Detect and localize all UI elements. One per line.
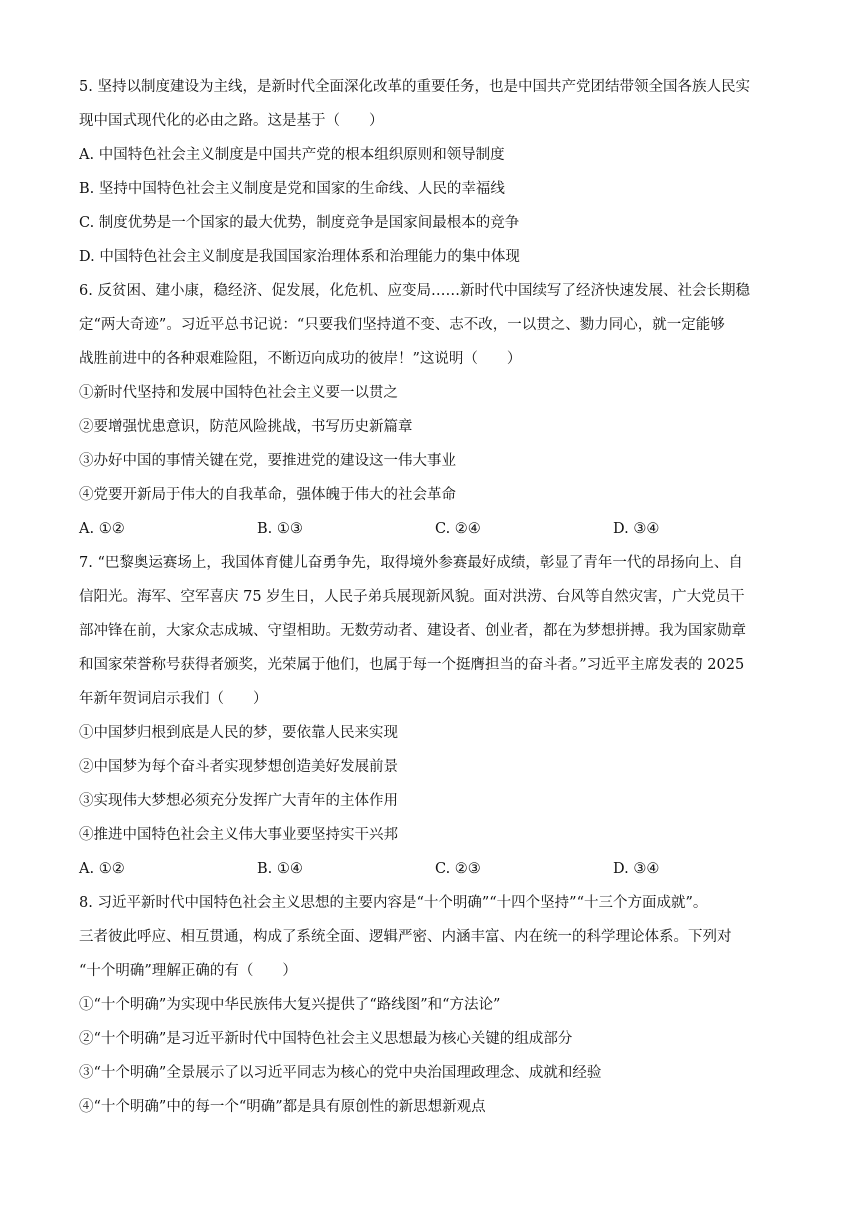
question-stem-line: 7. “巴黎奥运赛场上，我国体育健儿奋勇争先，取得境外参赛最好成绩，彰显了青年一代的昂扬向上、自	[79, 555, 743, 571]
statement-3: ③办好中国的事情关键在党，要推进党的建设这一伟大事业	[79, 453, 456, 469]
statement-1: ①新时代坚持和发展中国特色社会主义要一以贯之	[79, 385, 398, 401]
question-stem-line: 6. 反贫困、建小康，稳经济、促发展，化危机、应变局……新时代中国续写了经济快速发展、社会长期稳	[79, 283, 750, 299]
choice-c: C. ②④	[435, 521, 481, 537]
question-stem-line: 三者彼此呼应、相互贯通，构成了系统全面、逻辑严密、内涵丰富、内在统一的科学理论体系。下列对	[79, 929, 732, 945]
question-stem-line: 现中国式现代化的必由之路。这是基于（ ）	[79, 113, 384, 129]
page-content	[79, 70, 794, 1124]
choice-a: A. ①②	[79, 521, 125, 537]
option-c: C. 制度优势是一个国家的最大优势，制度竞争是国家间最根本的竞争	[79, 215, 520, 231]
option-b: B. 坚持中国特色社会主义制度是党和国家的生命线、人民的幸福线	[79, 181, 505, 197]
question-stem-line: 和国家荣誉称号获得者颁奖，光荣属于他们，也属于每一个挺膺担当的奋斗者。”习近平主席发表的 2025	[79, 657, 745, 673]
question-stem-line: 定“两大奇迹”。习近平总书记说：“只要我们坚持道不变、志不改，一以贯之、勠力同心，就一定能够	[79, 317, 725, 333]
statement-1: ①“十个明确”为实现中华民族伟大复兴提供了“路线图”和“方法论”	[79, 997, 501, 1013]
question-6	[79, 274, 794, 546]
statement-4: ④推进中国特色社会主义伟大事业要坚持实干兴邦	[79, 827, 398, 843]
option-d: D. 中国特色社会主义制度是我国国家治理体系和治理能力的集中体现	[79, 249, 520, 265]
statement-2: ②“十个明确”是习近平新时代中国特色社会主义思想最为核心关键的组成部分	[79, 1031, 573, 1047]
question-stem-line: 年新年贺词启示我们（ ）	[79, 691, 268, 707]
statement-2: ②中国梦为每个奋斗者实现梦想创造美好发展前景	[79, 759, 398, 775]
choice-d: D. ③④	[613, 861, 660, 877]
answer-choices	[79, 852, 794, 886]
option-a: A. 中国特色社会主义制度是中国共产党的根本组织原则和领导制度	[79, 147, 505, 163]
statement-3: ③“十个明确”全景展示了以习近平同志为核心的党中央治国理政理念、成就和经验	[79, 1065, 602, 1081]
choice-c: C. ②③	[435, 861, 481, 877]
choice-d: D. ③④	[613, 521, 660, 537]
choice-b: B. ①③	[257, 521, 303, 537]
statement-4: ④党要开新局于伟大的自我革命，强体魄于伟大的社会革命	[79, 487, 456, 503]
statement-1: ①中国梦归根到底是人民的梦，要依靠人民来实现	[79, 725, 398, 741]
statement-4: ④“十个明确”中的每一个“明确”都是具有原创性的新思想新观点	[79, 1099, 486, 1115]
question-stem-line: 信阳光。海军、空军喜庆 75 岁生日，人民子弟兵展现新风貌。面对洪涝、台风等自然灾害，广大党员干	[79, 589, 745, 605]
question-8	[79, 886, 794, 1124]
question-stem-line: 8. 习近平新时代中国特色社会主义思想的主要内容是“十个明确”“十四个坚持”“十三个方面成就”。	[79, 895, 708, 911]
answer-choices	[79, 512, 794, 546]
choice-a: A. ①②	[79, 861, 125, 877]
statement-3: ③实现伟大梦想必须充分发挥广大青年的主体作用	[79, 793, 398, 809]
question-stem-line: “十个明确”理解正确的有（ ）	[79, 963, 297, 979]
question-stem-line: 5. 坚持以制度建设为主线，是新时代全面深化改革的重要任务，也是中国共产党团结带领全国各族人民实	[79, 79, 750, 95]
statement-2: ②要增强忧患意识，防范风险挑战，书写历史新篇章	[79, 419, 413, 435]
question-stem-line: 战胜前进中的各种艰难险阻，不断迈向成功的彼岸！”这说明（ ）	[79, 351, 522, 367]
choice-b: B. ①④	[257, 861, 303, 877]
question-5	[79, 70, 794, 274]
question-7	[79, 546, 794, 886]
question-stem-line: 部冲锋在前，大家众志成城、守望相助。无数劳动者、建设者、创业者，都在为梦想拼搏。我为国家勋章	[79, 623, 746, 639]
